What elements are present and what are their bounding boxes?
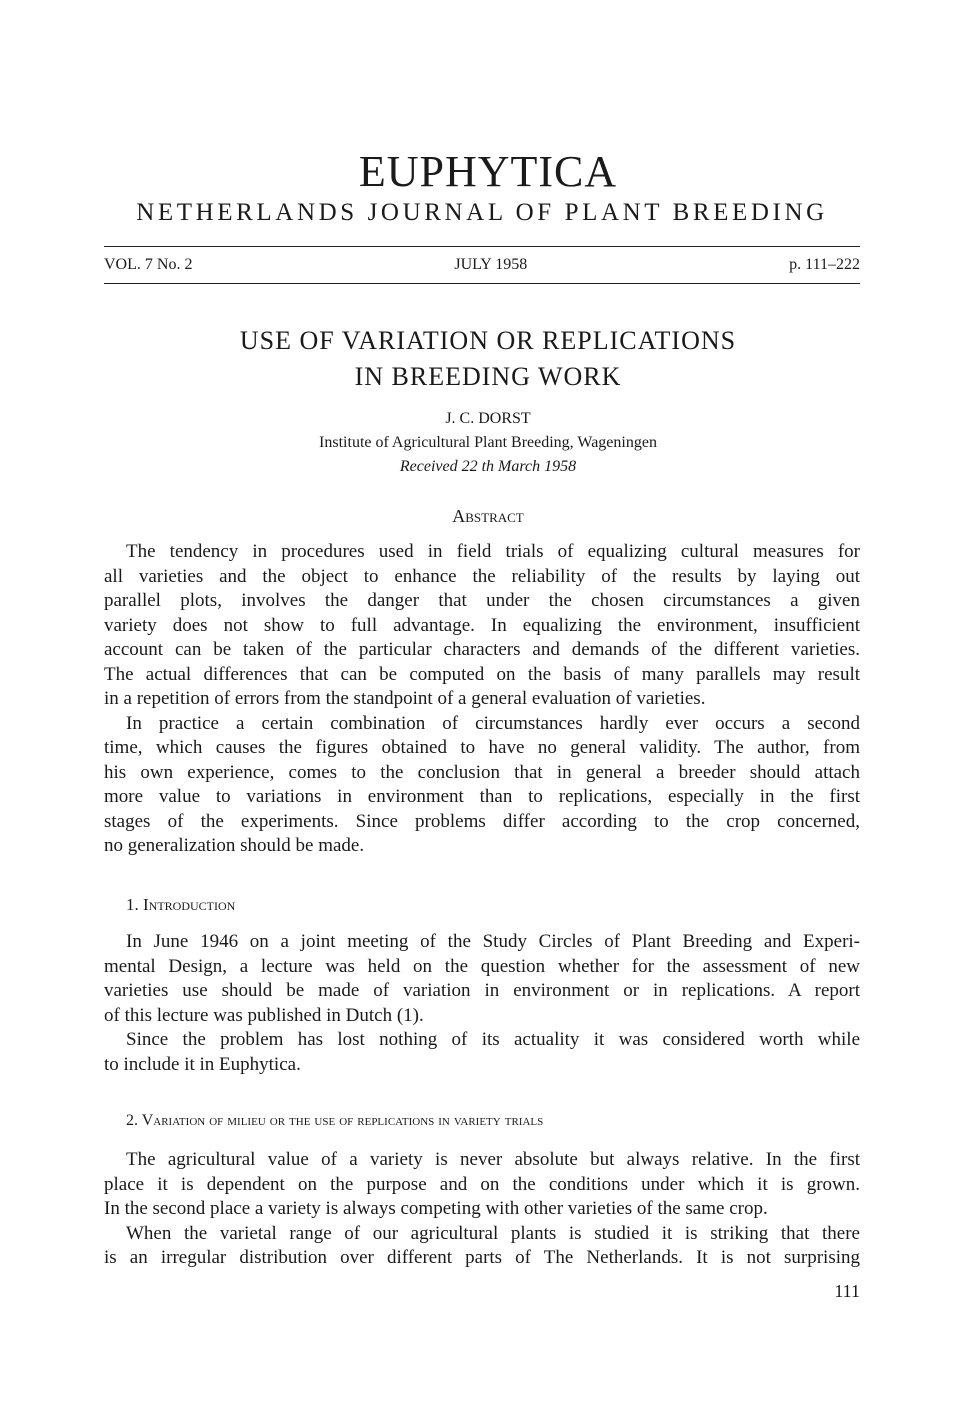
article-title-line1: USE OF VARIATION OR REPLICATIONS <box>239 326 737 355</box>
text-line: The actual differences that can be computed on the basis of many parallels may result <box>104 663 860 685</box>
abstract-heading: Abstract <box>452 506 524 526</box>
header-rule-top <box>104 246 860 247</box>
text-line: variety does not show to full advantage. In equalizing the environment, insufficient <box>104 614 860 636</box>
issue-date: JULY 1958 <box>454 256 528 273</box>
page-range: p. 111–222 <box>789 256 860 273</box>
journal-title: EUPHYTICA <box>358 147 618 196</box>
text-line: no generalization should be made. <box>104 835 365 856</box>
header-rule-bottom <box>104 283 860 284</box>
volume: VOL. 7 No. 2 <box>104 256 193 273</box>
section-heading-variation: 2. Variation of milieu or the use of replications in variety trials <box>126 1112 544 1129</box>
text-line: more value to variations in environment than to replications, especially in the first <box>104 786 860 807</box>
text-line: stages of the experiments. Since problems differ according to the crop concerned, <box>104 810 860 832</box>
text-line: In June 1946 on a joint meeting of the Study Circles of Plant Breeding and Experi- <box>126 931 860 952</box>
introduction-body <box>104 930 860 1077</box>
text-line: In the second place a variety is always competing with other varieties of the same crop. <box>104 1198 768 1219</box>
text-line: parallel plots, involves the danger that under the chosen circumstances a given <box>104 590 860 611</box>
text-line: is an irregular distribution over different parts of The Netherlands. It is not surprising <box>104 1247 860 1268</box>
section-heading-introduction: 1. Introduction <box>126 895 236 914</box>
page-number: 111 <box>834 1281 860 1301</box>
text-line: all varieties and the object to enhance the reliability of the results by laying out <box>104 565 860 587</box>
text-line: varieties use should be made of variation in environment or in replications. A report <box>104 980 860 1001</box>
text-line: Since the problem has lost nothing of its actuality it was considered worth while <box>126 1029 860 1050</box>
text-line: mental Design, a lecture was held on the question whether for the assessment of new <box>104 955 860 977</box>
text-line: When the varietal range of our agricultural plants is studied it is striking that there <box>126 1222 860 1244</box>
abstract-body <box>104 540 860 859</box>
text-line: account can be taken of the particular characters and demands of the different varieties. <box>104 639 860 660</box>
article-title-line2: IN BREEDING WORK <box>354 362 622 391</box>
text-line: place it is dependent on the purpose and on the conditions under which it is grown. <box>104 1173 860 1195</box>
author: J. C. DORST <box>445 410 531 427</box>
journal-subtitle: NETHERLANDS JOURNAL OF PLANT BREEDING <box>136 199 828 226</box>
received-date: Received 22 th March 1958 <box>399 458 577 475</box>
text-line: The agricultural value of a variety is never absolute but always relative. In the first <box>126 1149 860 1170</box>
issue-info <box>104 256 860 274</box>
text-line: In practice a certain combination of circumstances hardly ever occurs a second <box>126 712 860 734</box>
text-line: time, which causes the figures obtained to have no general validity. The author, from <box>104 737 860 758</box>
text-line: The tendency in procedures used in field trials of equalizing cultural measures for <box>126 541 860 562</box>
affiliation: Institute of Agricultural Plant Breeding, Wageningen <box>319 434 657 451</box>
text-line: in a repetition of errors from the standpoint of a general evaluation of varieties. <box>104 688 706 709</box>
text-line: to include it in Euphytica. <box>104 1053 301 1075</box>
section2-body <box>104 1148 860 1271</box>
text-line: of this lecture was published in Dutch (1). <box>104 1004 424 1026</box>
text-line: his own experience, comes to the conclusion that in general a breeder should attach <box>104 761 860 783</box>
